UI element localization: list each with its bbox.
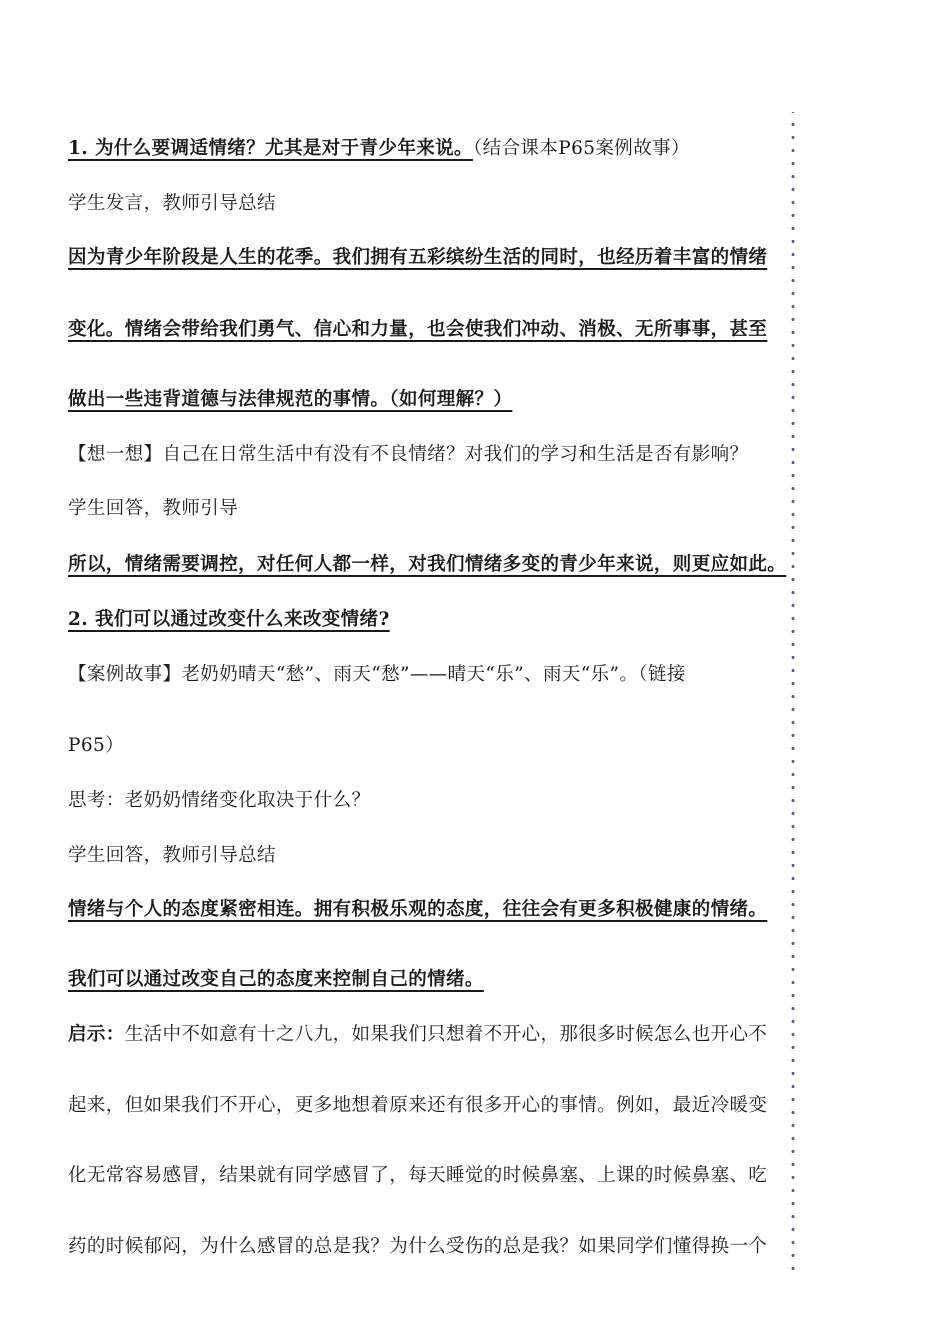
case-story-text: 【案例故事】老奶奶晴天“愁”、雨天“愁”——晴天“乐”、雨天“乐”。（链接 bbox=[68, 664, 686, 685]
key-point-text: 做出一些违背道德与法律规范的事情。（如何理解？） bbox=[68, 389, 513, 410]
text-line bbox=[68, 192, 276, 216]
insight-text: 生活中不如意有十之八九，如果我们只想着不开心，那很多时候怎么也开心不 bbox=[124, 1024, 768, 1045]
text-line bbox=[68, 789, 370, 813]
question-2-line bbox=[68, 608, 390, 632]
question-1-line bbox=[68, 137, 690, 161]
body-text-line bbox=[68, 1164, 794, 1188]
key-point-text: 我们可以通过改变自己的态度来控制自己的情绪。 bbox=[68, 969, 484, 990]
activity-note: 学生回答，教师引导 bbox=[68, 498, 239, 519]
text-line bbox=[68, 497, 238, 521]
activity-note: 学生回答，教师引导总结 bbox=[68, 845, 276, 866]
key-point-line bbox=[68, 968, 484, 992]
key-point-text: 所以，情绪需要调控，对任何人都一样，对我们情绪多变的青少年来说，则更应如此。 bbox=[68, 554, 787, 575]
insight-label: 启示： bbox=[68, 1024, 125, 1045]
key-point-line bbox=[68, 553, 786, 577]
key-point-line bbox=[68, 388, 512, 412]
body-text: 药的时候郁闷，为什么感冒的总是我？为什么受伤的总是我？如果同学们懂得换一个 bbox=[68, 1236, 768, 1257]
key-point-text: 因为青少年阶段是人生的花季。我们拥有五彩缤纷生活的同时，也经历着丰富的情绪 bbox=[68, 247, 768, 268]
body-text: 起来，但如果我们不开心，更多地想着原来还有很多开心的事情。例如，最近冷暖变 bbox=[68, 1095, 768, 1116]
body-text-line bbox=[68, 1235, 794, 1259]
activity-note: 学生发言，教师引导总结 bbox=[68, 193, 276, 214]
key-point-text: 变化。情绪会带给我们勇气、信心和力量，也会使我们冲动、消极、无所事事，甚至 bbox=[68, 319, 768, 340]
text-line bbox=[68, 844, 276, 868]
key-point-line bbox=[68, 898, 767, 922]
insight-line bbox=[68, 1023, 794, 1047]
think-prompt-line bbox=[68, 443, 748, 467]
think-prompt-text: 【想一想】自己在日常生活中有没有不良情绪？对我们的学习和生活是否有影响？ bbox=[68, 444, 749, 465]
question-1-reference: （结合课本P65案例故事） bbox=[472, 138, 690, 159]
text-line bbox=[68, 734, 124, 758]
question-2-heading: 2. 我们可以通过改变什么来改变情绪? bbox=[68, 609, 390, 630]
question-1-heading: 1. 为什么要调适情绪？尤其是对于青少年来说。 bbox=[68, 138, 473, 159]
page-reference: P65） bbox=[68, 735, 125, 756]
body-text-line bbox=[68, 1094, 794, 1118]
key-point-line bbox=[68, 318, 794, 342]
key-point-line bbox=[68, 246, 794, 270]
case-story-line bbox=[68, 663, 794, 687]
body-text: 化无常容易感冒，结果就有同学感冒了，每天睡觉的时候鼻塞、上课的时候鼻塞、吃 bbox=[68, 1165, 768, 1186]
key-point-text: 情绪与个人的态度紧密相连。拥有积极乐观的态度，往往会有更多积极健康的情绪。 bbox=[68, 899, 768, 920]
reflection-question: 思考：老奶奶情绪变化取决于什么？ bbox=[68, 790, 371, 811]
